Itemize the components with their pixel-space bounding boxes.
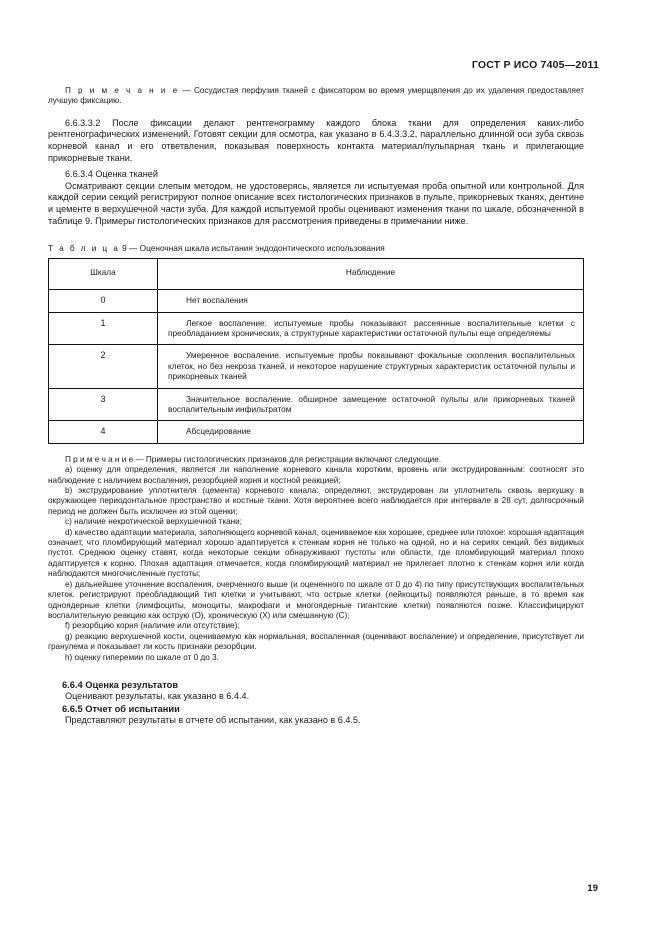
- note-item-b: b) экструдирование уплотнителя (цемента) корневого канала: определяют, экструдирован ли уплотнитель сквозь верхушку в окружающее периодонтальное пространство и костные ткани. Хотя вероятнее всего наблюдается при интервале в 28 сут, долгосрочный период не должен быть исключен из этой оценки;: [48, 486, 584, 516]
- clause-6-6-5-heading: 6.6.5 Отчет об испытании: [62, 703, 180, 714]
- row-observation: Значительное воспаление. обширное замещение остаточной пульпы или прикорневых тканей воспалительным инфильтратом: [158, 388, 584, 421]
- table-caption-lead: Т а б л и ц а: [48, 243, 120, 254]
- row-scale: 1: [49, 312, 158, 345]
- note-top: [48, 86, 584, 107]
- note-top-text: — Сосудистая перфузия тканей с фиксатором во время умерщвления до их удаления предоставляет лучшую фиксацию.: [48, 86, 584, 106]
- note-item-a: a) оценку для определения, является ли наполнение корневого канала коротким, вровень или экструдированным: соотносят это наблюдение с наличием воспаления, резорбцией корня и костной реакцией;: [48, 465, 584, 485]
- row-scale: 4: [49, 421, 158, 443]
- note-bottom-intro: [48, 455, 584, 465]
- note-bottom-lead: П р и м е ч а н и е: [65, 454, 134, 464]
- clause-6-6-4-text: Оценивают результаты, как указано в 6.4.4.: [65, 690, 250, 701]
- note-item-e: e) дальнейшее уточнение воспаления, очерченного выше (и оцененного по шкале от 0 до 4) по типу присутствующих воспалительных клеток. регистрируют преобладающий тип клетки и учитывают, что острые клетки (лейкоциты) появляются раньше, в то время как одноядерные клетки (лимфоциты, моноциты, макрофаги и многоядерные гигантские клетки) появляются позже. Классифицируют воспалительную реакцию как острую (О), хроническую (Х) или смешанную (С);: [48, 579, 584, 620]
- final-sections: [48, 679, 584, 726]
- table-caption: [48, 243, 584, 253]
- standard-header: ГОСТ Р ИСО 7405—2011: [471, 59, 599, 71]
- row-observation: Абсцедирование: [158, 421, 584, 443]
- clause-6-6-4-heading: 6.6.4 Оценка результатов: [62, 679, 179, 690]
- note-bottom: [48, 455, 584, 663]
- note-item-f: f) резорбцию корня (наличие или отсутствие);: [65, 621, 240, 631]
- table-header-observation: Наблюдение: [158, 259, 584, 290]
- note-item-d: d) качество адаптации материала, заполняющего корневой канал, оцениваемое как хорошее, среднее или плохое: хорошая адаптация означает, что пломбирующий материал хорошо адаптируется к стенкам корня не только на одной, но и на сериях секций, без видимых пустот. Среднюю оценку ставят, когда некоторые секции обнаруживают пустоты или области, где пломбирующий материал плохо адаптируется к корню. Плохая адаптация отмечается, когда пломбирующий материал не прилегает плотно к стенкам корня или когда наблюдаются многочисленные пустоты;: [48, 527, 584, 579]
- table-header-row: [49, 259, 584, 290]
- scale-table: [48, 258, 584, 444]
- table-row: [49, 421, 584, 443]
- table-row: [49, 388, 584, 421]
- page-content: [48, 86, 584, 726]
- clause-6-6-3-4-text: Осматривают секции слепым методом, не удостоверясь, является ли испытуемая проба опытной или контрольной. Для каждой серии секций регистрируют полное описание всех гистологических признаков в пульпе, прикорневых тканях, дентине и цементе в верхушечной части зуба. Для каждой испытуемой пробы оценивают изменения ткани по шкале, обозначенной в таблице 9. Примеры гистологических признаков для рассмотрения приведены в примечании ниже.: [48, 180, 584, 226]
- clause-6-6-3-3-2: 6.6.3.3.2 После фиксации делают рентгенограмму каждого блока ткани для определения каких-либо рентгенографических изменений. Готовят секции для осмотра, как указано в 6.4.3.3.2, параллельно длинной оси зуба сквозь корневой канал и его ответвления, показывая поверхность контакта материал/пульпарная ткань и прилегающие прикорневые ткани.: [48, 117, 584, 163]
- page-number: 19: [587, 883, 598, 894]
- note-item-g: g) реакцию верхушечной кости, оцениваемую как нормальная, воспаленная (оценивают воспаление) и определение, присутствует ли гранулема и показывает ли кость признаки резорбции.: [48, 631, 584, 652]
- table-caption-text: 9 — Оценочная шкала испытания эндодонтического использования: [119, 243, 385, 254]
- row-observation: Нет воспаления: [158, 290, 584, 312]
- table-row: [49, 345, 584, 388]
- row-scale: 0: [49, 290, 158, 312]
- row-scale: 2: [49, 345, 158, 388]
- clause-6-6-3-4-heading: 6.6.3.4 Оценка тканей: [65, 169, 158, 180]
- table-row: [49, 290, 584, 312]
- table-header-scale: Шкала: [49, 259, 158, 290]
- note-item-h: h) оценку гиперемии по шкале от 0 до 3.: [65, 652, 219, 662]
- note-top-lead: П р и м е ч а н и е: [65, 86, 180, 95]
- row-observation: Легкое воспаление: испытуемые пробы показывают рассеянные воспалительные клетки с преобладанием хронических, а структурные характеристики остаточной пульпы еще определяемы: [158, 312, 584, 345]
- clause-6-6-5-text: Представляют результаты в отчете об испытании, как указано в 6.4.5.: [65, 714, 361, 725]
- table-row: [49, 312, 584, 345]
- note-bottom-intro-text: — Примеры гистологических признаков для регистрации включают следующие.: [133, 454, 442, 464]
- note-item-c: c) наличие некротической верхушечной ткани;: [65, 517, 243, 527]
- row-scale: 3: [49, 388, 158, 421]
- row-observation: Умеренное воспаление. испытуемые пробы показывают фокальные скопления воспалительных клеток, но без некроза тканей, и некоторое нарушение структурных характеристик остаточной пульпы и прикорневых тканей: [158, 345, 584, 388]
